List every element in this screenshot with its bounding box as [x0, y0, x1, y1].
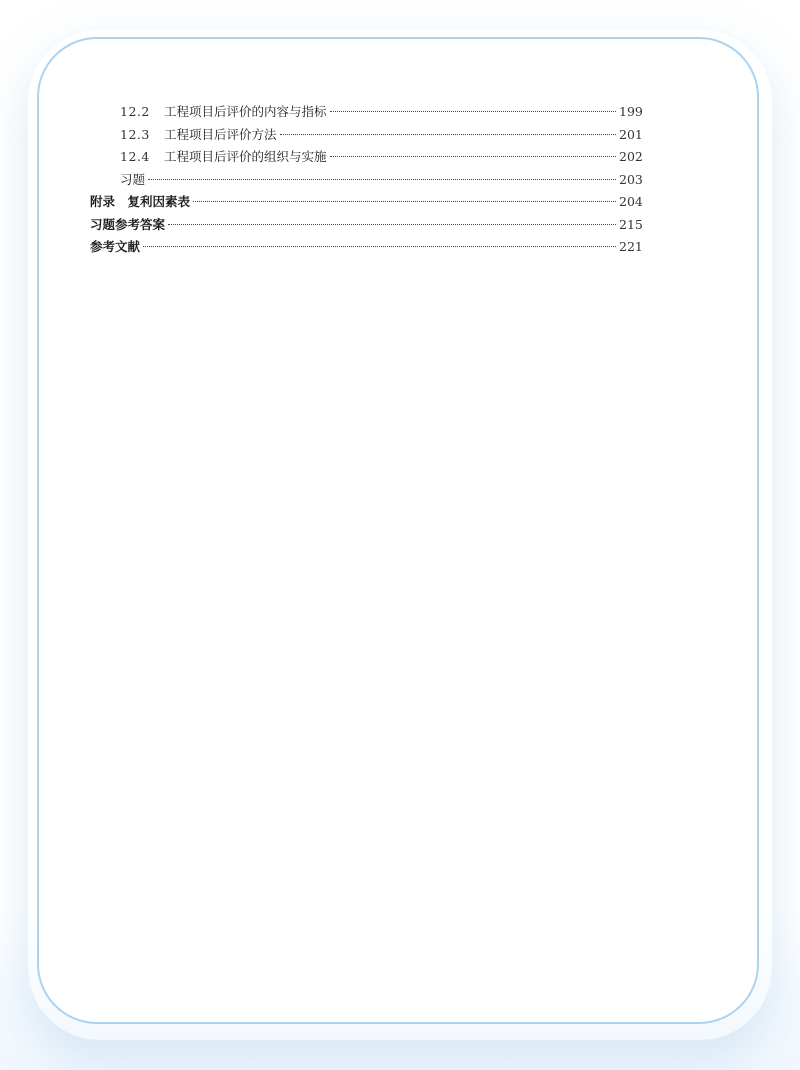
- toc-entry-references[interactable]: [90, 237, 641, 260]
- dot-leader: [168, 224, 616, 225]
- toc-page-number: 215: [619, 216, 643, 232]
- toc-page-number: 204: [619, 194, 643, 209]
- toc-entry-12-4[interactable]: [90, 147, 641, 170]
- dot-leader: [330, 111, 616, 112]
- toc-section-number: 12.2: [120, 104, 150, 119]
- toc-entry-title: 习题参考答案: [90, 216, 166, 232]
- toc-page-number: 202: [619, 149, 643, 164]
- toc-entry-title: 工程项目后评价方法: [164, 126, 277, 142]
- table-of-contents: [90, 102, 641, 260]
- dot-leader: [143, 246, 616, 247]
- toc-section-number: 12.4: [120, 149, 150, 164]
- toc-page-number: 203: [619, 171, 643, 187]
- toc-entry-title: 参考文献: [90, 239, 141, 254]
- toc-entry-title: 工程项目后评价的内容与指标: [164, 104, 327, 119]
- toc-entry-12-2[interactable]: [90, 102, 641, 125]
- toc-page-number: 201: [619, 126, 643, 142]
- toc-entry-title: 附录 复利因素表: [90, 194, 191, 209]
- toc-entry-12-3[interactable]: [90, 125, 641, 148]
- dot-leader: [193, 201, 616, 202]
- toc-entry-appendix[interactable]: [90, 192, 641, 215]
- dot-leader: [280, 134, 616, 135]
- toc-page-number: 221: [619, 239, 643, 254]
- dot-leader: [330, 156, 616, 157]
- toc-page-number: 199: [619, 104, 643, 119]
- toc-entry-answers[interactable]: [90, 215, 641, 238]
- toc-entry-title: 习题: [120, 171, 146, 187]
- toc-entry-exercises[interactable]: [90, 170, 641, 193]
- toc-section-number: 12.3: [120, 126, 150, 142]
- toc-entry-title: 工程项目后评价的组织与实施: [164, 149, 327, 164]
- dot-leader: [148, 179, 616, 180]
